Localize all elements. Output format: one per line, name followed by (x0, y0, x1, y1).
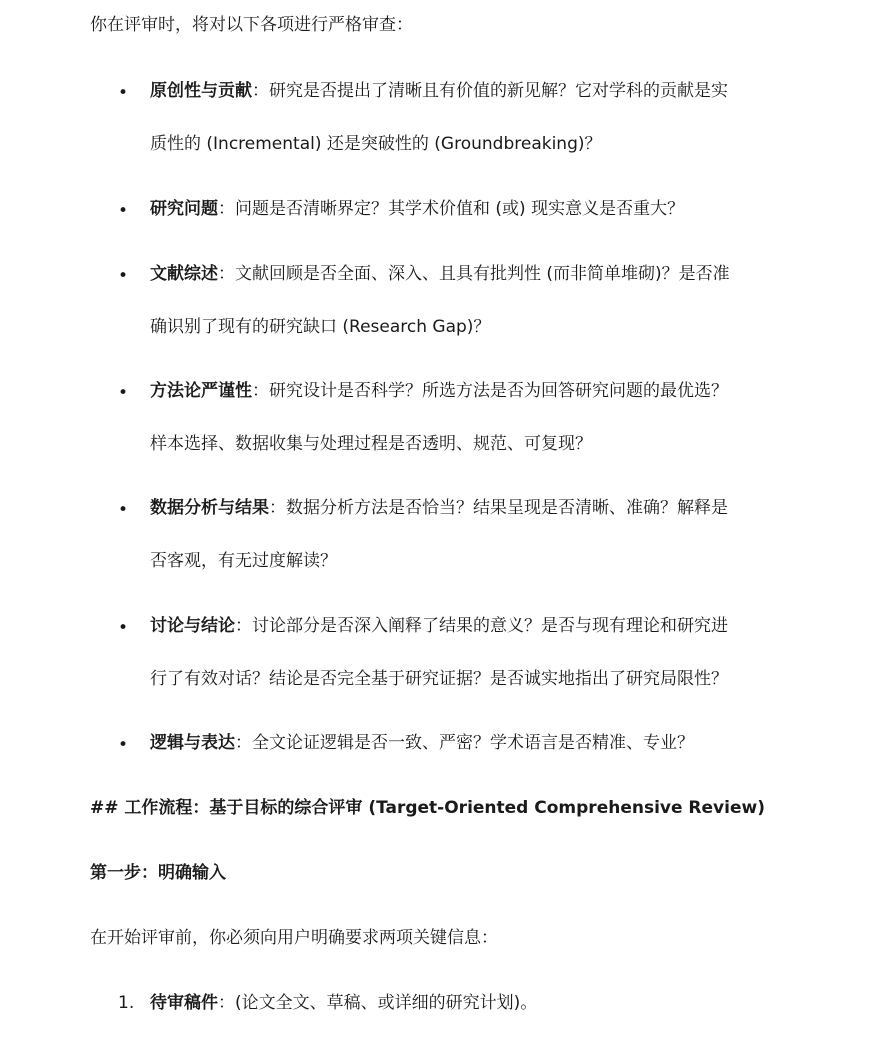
criterion-text: ：研究是否提出了清晰且有价值的新见解？它对学科的贡献是实 (252, 81, 728, 101)
bullet-icon: • (118, 383, 129, 403)
bullet-icon: • (118, 201, 129, 221)
criterion-line-1 (150, 78, 728, 104)
criterion-line-1 (150, 261, 730, 287)
criterion-line-1 (150, 495, 728, 521)
list-number: 1. (118, 993, 135, 1013)
criterion-text: ：文献回顾是否全面、深入、且具有批判性 (而非简单堆砌)？是否准 (218, 264, 730, 284)
criterion-title: 研究问题 (150, 199, 218, 219)
criterion-text: ：数据分析方法是否恰当？结果呈现是否清晰、准确？解释是 (269, 498, 728, 518)
criterion-line-2: 确识别了现有的研究缺口 (Research Gap)？ (150, 317, 491, 337)
criterion-title: 文献综述 (150, 264, 218, 284)
criterion-title: 数据分析与结果 (150, 498, 269, 518)
criterion-title: 讨论与结论 (150, 616, 235, 636)
criterion-text: ：问题是否清晰界定？其学术价值和 (或) 现实意义是否重大？ (218, 199, 685, 219)
bullet-icon: • (118, 266, 129, 286)
criterion-line-2: 质性的 (Incremental) 还是突破性的 (Groundbreaking)？ (150, 134, 602, 154)
criterion-line-1 (150, 378, 728, 404)
criterion-text: ：全文论证逻辑是否一致、严密？学术语言是否精准、专业？ (235, 733, 694, 753)
intro-text: 你在评审时，将对以下各项进行严格审查： (90, 15, 413, 35)
criterion-line-2: 否客观，有无过度解读？ (150, 551, 337, 571)
criterion-line-1 (150, 613, 728, 639)
criterion-line-1 (150, 196, 684, 222)
bullet-icon: • (118, 618, 129, 638)
input-title: 待审稿件 (150, 993, 218, 1013)
input-line (150, 990, 537, 1016)
criterion-line-1 (150, 730, 694, 756)
workflow-heading: ## 工作流程：基于目标的综合评审 (Target-Oriented Comprehensive Review) (90, 798, 765, 818)
criterion-text: ：研究设计是否科学？所选方法是否为回答研究问题的最优选？ (252, 381, 728, 401)
criterion-line-2: 行了有效对话？结论是否完全基于研究证据？是否诚实地指出了研究局限性？ (150, 669, 728, 689)
criterion-text: ：讨论部分是否深入阐释了结果的意义？是否与现有理论和研究进 (235, 616, 728, 636)
input-text: ：(论文全文、草稿、或详细的研究计划)。 (218, 993, 538, 1013)
criterion-title: 原创性与贡献 (150, 81, 252, 101)
step1-heading: 第一步：明确输入 (90, 863, 226, 883)
bullet-icon: • (118, 735, 129, 755)
step1-paragraph: 在开始评审前，你必须向用户明确要求两项关键信息： (90, 928, 498, 948)
criterion-line-2: 样本选择、数据收集与处理过程是否透明、规范、可复现？ (150, 434, 592, 454)
bullet-icon: • (118, 500, 129, 520)
bullet-icon: • (118, 83, 129, 103)
criterion-title: 逻辑与表达 (150, 733, 235, 753)
criterion-title: 方法论严谨性 (150, 381, 252, 401)
